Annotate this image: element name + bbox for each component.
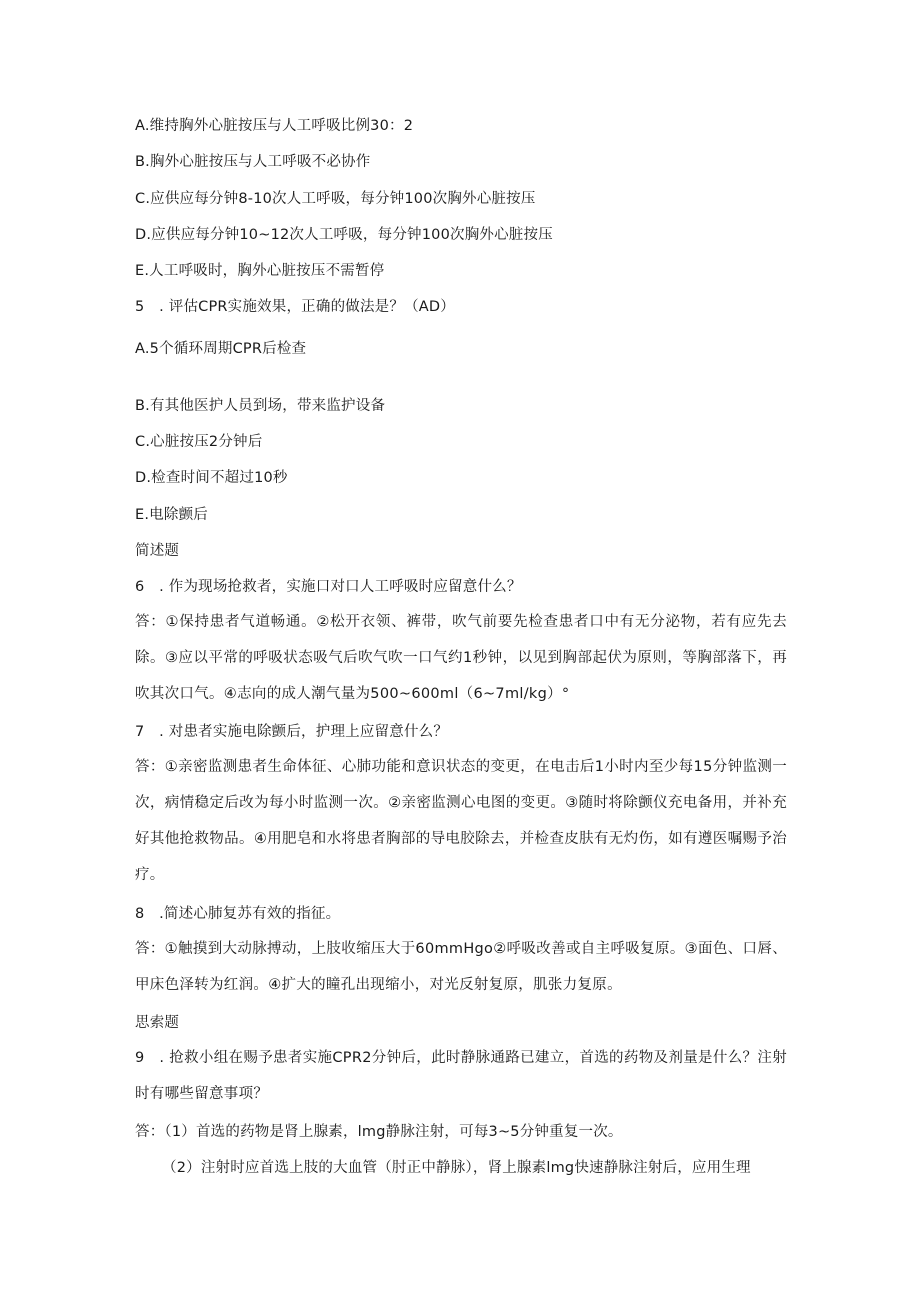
question-7: 7 . 对患者实施电除颤后，护理上应留意什么？ xyxy=(135,724,449,740)
option-e-q5: E.电除颤后 xyxy=(135,507,208,523)
option-a-q4: A.维持胸外心脏按压与人工呼吸比例30：2 xyxy=(135,118,414,134)
option-c-q5: C.心脏按压2分钟后 xyxy=(135,434,263,450)
answer-8: 答：①触摸到大动脉搏动，上肢收缩压大于60mmHgo②呼吸改善或自主呼吸复原。③面色、口唇、甲床色泽转为红润。④扩大的瞳孔出现缩小，对光反射复原，肌张力复原。 xyxy=(135,941,787,993)
answer-7: 答：①亲密监测患者生命体征、心肺功能和意识状态的变更，在电击后1小时内至少每15分钟监测一次，病情稳定后改为每小时监测一次。②亲密监测心电图的变更。③随时将除颤仪充电备用，并补充好其他抢救物品。④用肥皂和水将患者胸部的导电胶除去，并检查皮肤有无灼伤，如有遵医嘱赐予治疗。 xyxy=(135,759,787,883)
option-c-q4: C.应供应每分钟8-10次人工呼吸，每分钟100次胸外心脏按压 xyxy=(135,191,536,207)
answer-9-part-2: （2）注射时应首选上肢的大血管（肘正中静脉），肾上腺素lmg快速静脉注射后，应用生理 xyxy=(162,1160,751,1176)
option-b-q5: B.有其他医护人员到场，带来监护设备 xyxy=(135,398,386,414)
answer-9-part-1: 答：（1）首选的药物是肾上腺素，lmg静脉注射，可每3~5分钟重复一次。 xyxy=(135,1124,623,1140)
question-8: 8 .简述心肺复苏有效的指征。 xyxy=(135,906,341,922)
question-6: 6 . 作为现场抢救者，实施口对口人工呼吸时应留意什么？ xyxy=(135,579,522,595)
option-e-q4: E.人工呼吸时，胸外心脏按压不需暂停 xyxy=(135,263,385,279)
option-d-q5: D.检查时间不超过10秒 xyxy=(135,470,288,486)
option-a-q5: A.5个循环周期CPR后检查 xyxy=(135,341,307,357)
answer-6: 答：①保持患者气道畅通。②松开衣领、裤带，吹气前要先检查患者口中有无分泌物，若有应先去除。③应以平常的呼吸状态吸气后吹气吹一口气约1秒钟，以见到胸部起伏为原则，等胸部落下，再吹其次口气。④志向的成人潮气量为500~600ml（6~7ml/kg）° xyxy=(135,614,787,702)
option-d-q4: D.应供应每分钟10~12次人工呼吸，每分钟100次胸外心脏按压 xyxy=(135,227,553,243)
question-5: 5 . 评估CPR实施效果，正确的做法是？（AD） xyxy=(135,299,455,315)
section-heading-short-answer: 简述题 xyxy=(135,543,180,559)
question-9: 9 . 抢救小组在赐予患者实施CPR2分钟后，此时静脉通路已建立，首选的药物及剂量是什么？注射时有哪些留意事项？ xyxy=(135,1050,787,1102)
option-b-q4: B.胸外心脏按压与人工呼吸不必协作 xyxy=(135,154,371,170)
section-heading-thinking: 思索题 xyxy=(135,1015,180,1031)
